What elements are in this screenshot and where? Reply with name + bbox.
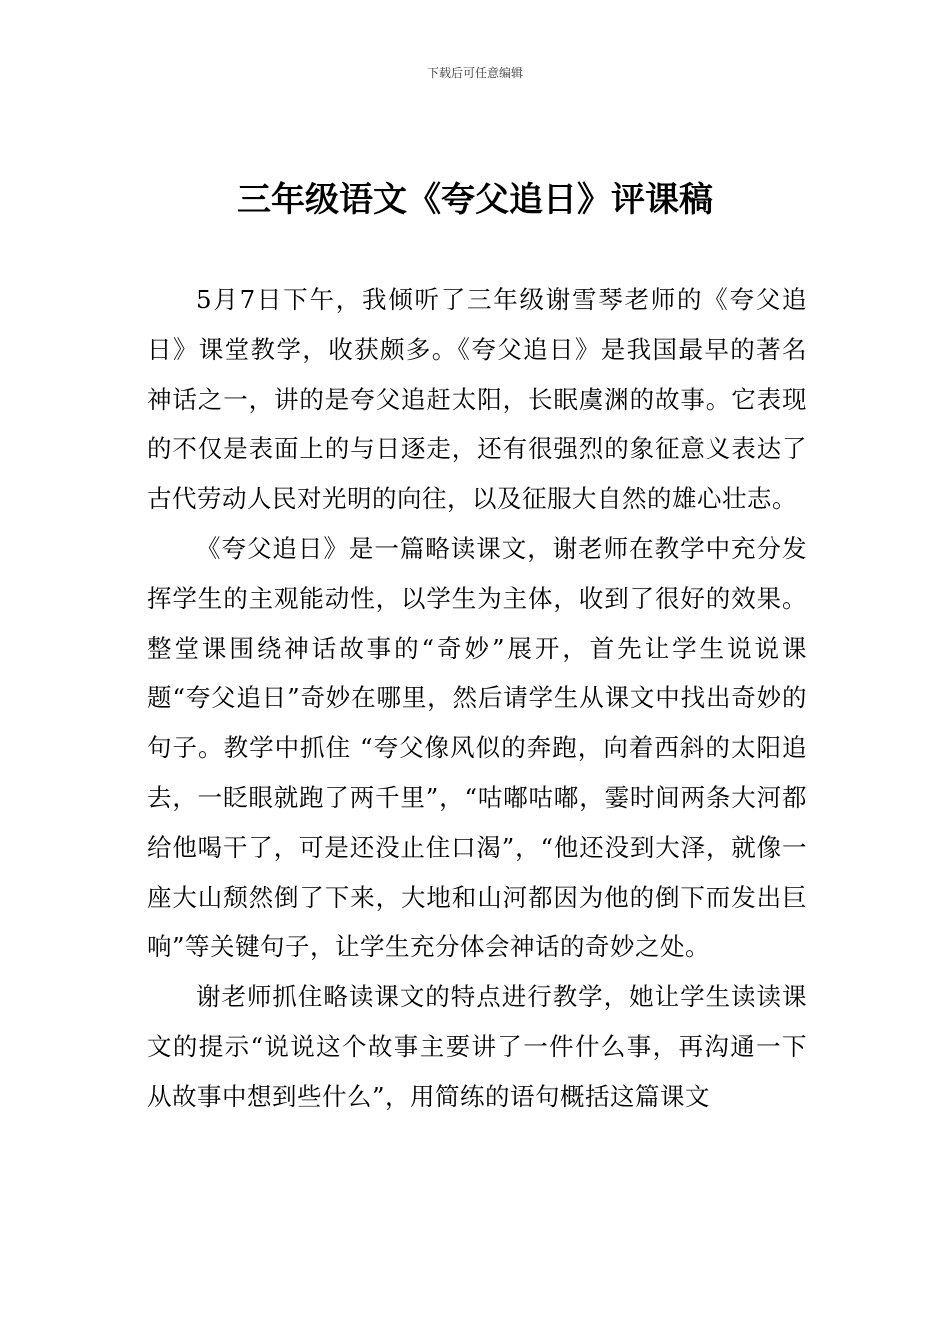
page-title: 三年级语文《夸父追日》评课稿: [237, 180, 713, 220]
document-body: [147, 275, 807, 1122]
paragraph-3: 谢老师抓住略读课文的特点进行教学，她让学生读读课文的提示“说说这个故事主要讲了一件什么事，再沟通一下从故事中想到些什么”，用简练的语句概括这篇课文: [147, 982, 807, 1111]
paragraph-2: 《夸父追日》是一篇略读课文，谢老师在教学中充分发挥学生的主观能动性，以学生为主体，收到了很好的效果。整堂课围绕神话故事的“奇妙”展开，首先让学生说说课题“夸父追日”奇妙在哪里，然后请学生从课文中找出奇妙的句子。教学中抓住 “夸父像风似的奔跑，向着西斜的太阳追去，一眨眼就跑了两千里”，“咕嘟咕嘟，霎时间两条大河都给他喝干了，可是还没止住口渴”，“他还没到大泽，就像一座大山颓然倒了下来，大地和山河都因为他的倒下而发出巨响”等关键句子，让学生充分体会神话的奇妙之处。: [147, 533, 807, 962]
paragraph-1: 5月7日下午，我倾听了三年级谢雪琴老师的《夸父追日》课堂教学，收获颇多。《夸父追日》是我国最早的著名神话之一，讲的是夸父追赶太阳，长眠虞渊的故事。它表现的不仅是表面上的与日逐走，还有很强烈的象征意义表达了古代劳动人民对光明的向往，以及征服大自然的雄心壮志。: [147, 285, 807, 514]
page-header-note: 下载后可任意编辑: [426, 66, 523, 80]
